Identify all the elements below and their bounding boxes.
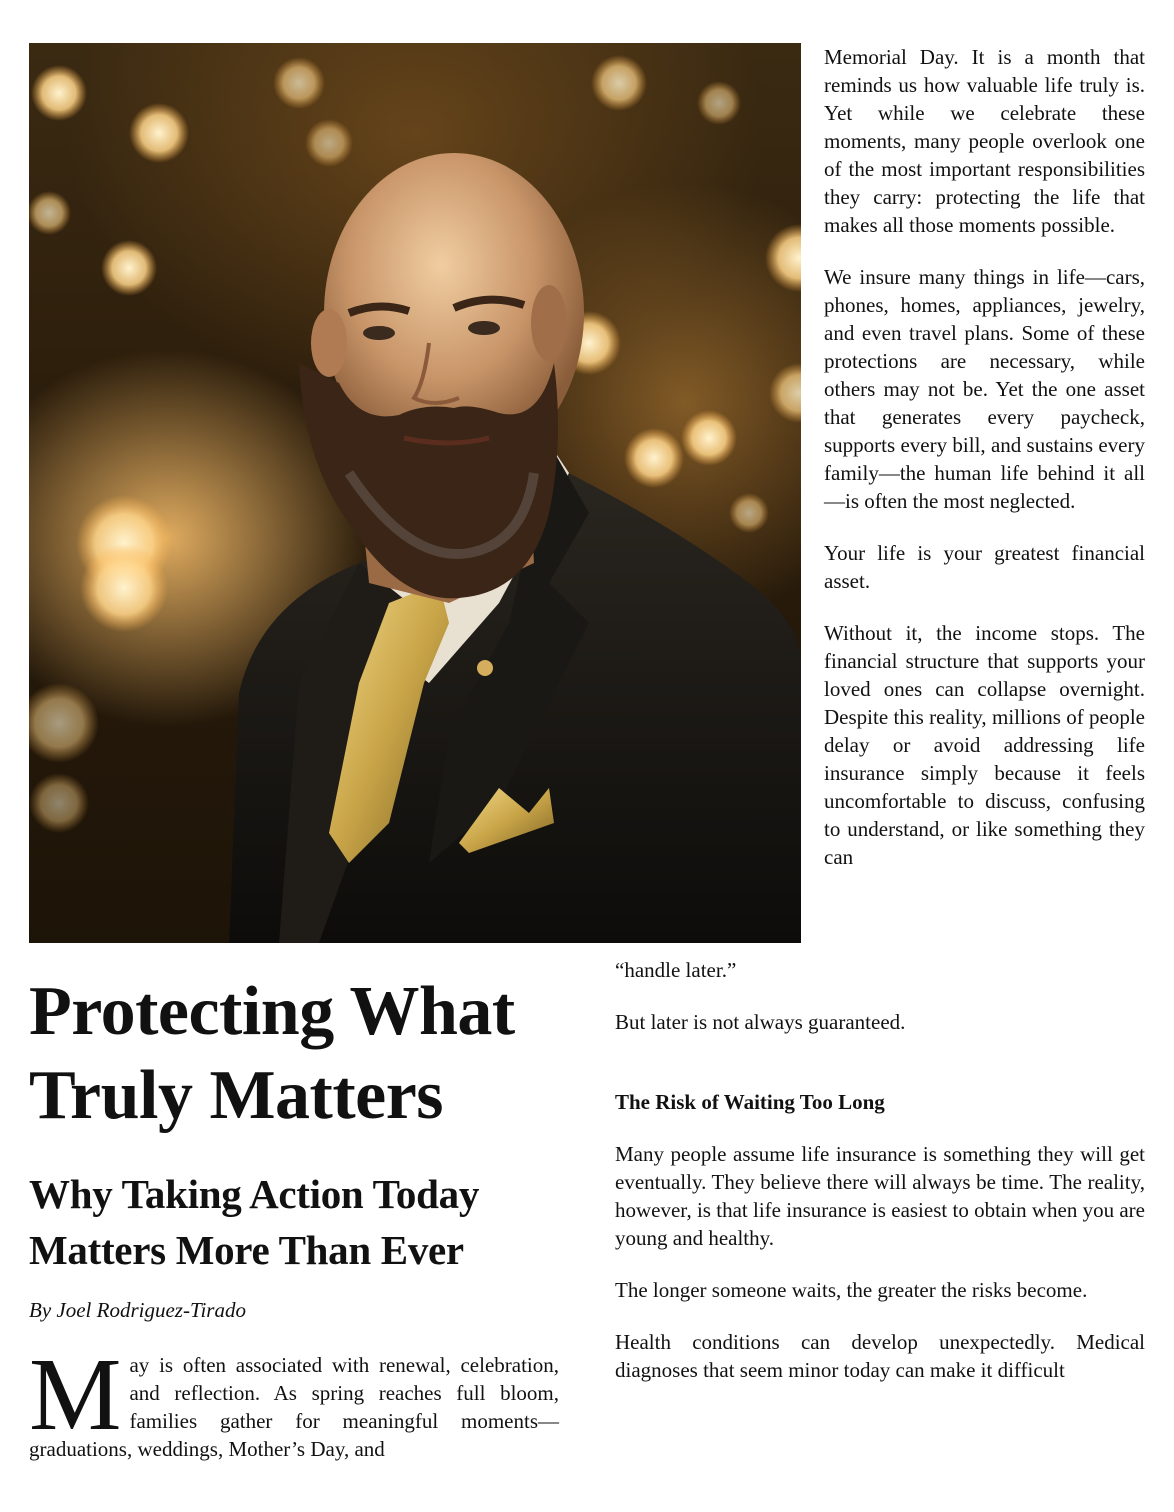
right-paragraph: Memorial Day. It is a month that reminds us how valuable life truly is. Yet while we celebrate these moments, many people overlook one of the most important responsibilities they carry: protecting the life that makes all those moments possible.: [824, 45, 1145, 237]
body-paragraph: But later is not always guaranteed.: [615, 1010, 906, 1034]
portrait-illustration: [29, 43, 801, 943]
byline: By Joel Rodriguez-Tirado: [29, 1298, 246, 1322]
bottom-column-text: [615, 956, 1145, 1408]
eye: [468, 321, 500, 335]
portrait-photo: [29, 43, 801, 943]
lead-paragraph: [29, 1337, 559, 1463]
article-subtitle: Why Taking Action Today Matters More Than Ever: [29, 1171, 480, 1273]
right-paragraph: Your life is your greatest financial asset.: [824, 541, 1145, 593]
lapel-pin: [477, 660, 493, 676]
body-paragraph: Many people assume life insurance is something they will get eventually. They believe there will always be time. The reality, however, is that life insurance is easiest to obtain when you are young and healthy.: [615, 1142, 1145, 1250]
eye: [363, 326, 395, 340]
right-paragraph: Without it, the income stops. The financial structure that supports your loved ones can collapse overnight. Despite this reality, millions of people delay or avoid addressing life insurance simply because it feels uncomfortable to discuss, confusing to understand, or like something they can: [824, 621, 1145, 869]
continuation-text: “handle later.”: [615, 958, 737, 982]
ear: [531, 285, 567, 361]
right-column-text: [824, 43, 1145, 871]
body-paragraph: Health conditions can develop unexpectedly. Medical diagnoses that seem minor today can make it difficult: [615, 1330, 1145, 1382]
lead-text: ay is often associated with renewal, celebration, and reflection. As spring reaches full bloom, families gather for meaningful moments—graduations, weddings, Mother’s Day, and: [29, 1353, 559, 1461]
right-paragraph: We insure many things in life—cars, phones, homes, appliances, jewelry, and even travel plans. Some of these protections are necessary, while others may not be. Yet the one asset that generates every paycheck, supports every bill, and sustains every family—the human life behind it all—is often the most neglected.: [824, 265, 1145, 513]
section-heading: The Risk of Waiting Too Long: [615, 1090, 885, 1114]
body-paragraph: The longer someone waits, the greater the risks become.: [615, 1278, 1088, 1302]
ear: [311, 309, 347, 377]
article-title: Protecting What Truly Matters: [29, 973, 515, 1134]
drop-cap: M: [29, 1337, 122, 1452]
